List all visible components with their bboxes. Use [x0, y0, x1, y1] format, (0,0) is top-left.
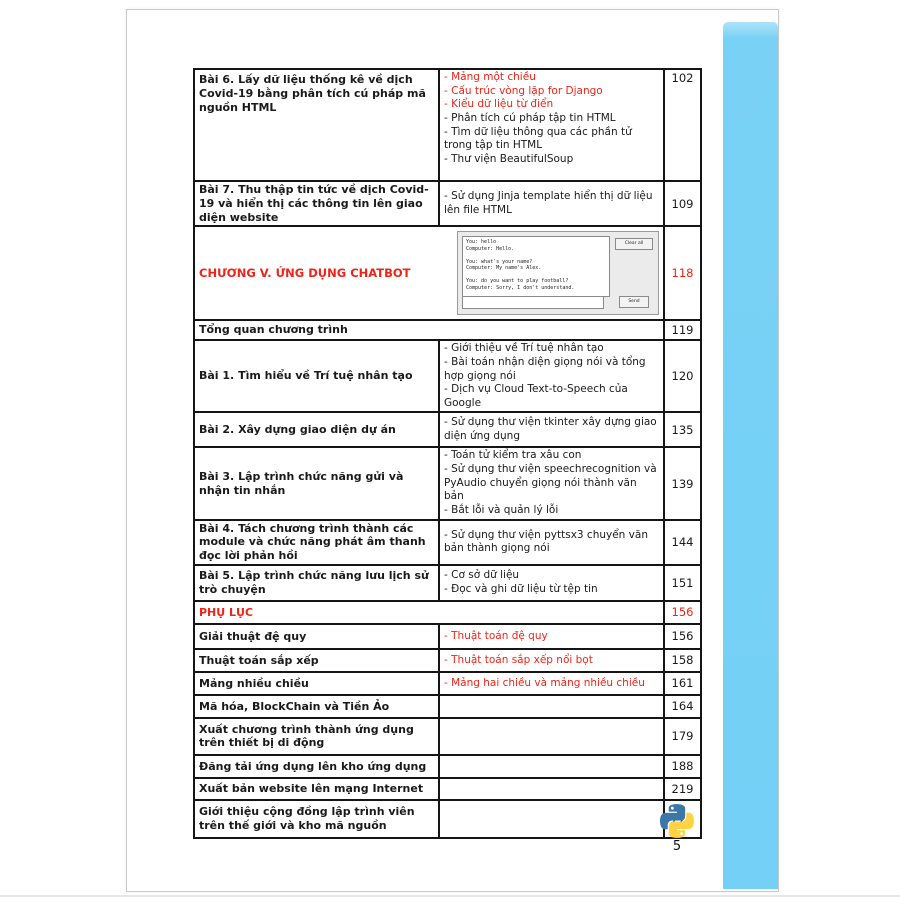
row-title: Xuất chương trình thành ứng dụng trên thiết bị di động — [194, 718, 439, 755]
row-title: Bài 1. Tìm hiểu về Trí tuệ nhân tạo — [194, 340, 439, 412]
row-details — [439, 718, 664, 755]
table-row — [194, 226, 701, 320]
row-page-number: 139 — [664, 447, 701, 519]
row-page-number: 161 — [664, 672, 701, 695]
row-page-number: 102 — [664, 69, 701, 181]
clear-all-button: Clear all — [615, 238, 653, 250]
detail-line: - Thuật toán sắp xếp nổi bọt — [444, 653, 593, 666]
row-title: Bài 4. Tách chương trình thành các module và chức năng phát âm thanh đọc lời phản hồi — [194, 520, 439, 565]
table-row — [194, 447, 701, 519]
detail-line: - Sử dụng thư viện tkinter xây dựng giao diện ứng dụng — [444, 416, 657, 442]
chat-log-line: Computer: My name's Alex. — [466, 265, 542, 272]
send-button: Send — [619, 296, 649, 308]
detail-line: - Sử dụng thư viện pyttsx3 chuyển văn bản thành giọng nói — [444, 528, 648, 555]
table-row — [194, 340, 701, 412]
detail-line: - Giới thiệu về Trí tuệ nhân tạo — [444, 342, 604, 355]
row-details — [439, 447, 664, 519]
detail-line: - Toán tử kiểm tra xâu con — [444, 449, 582, 462]
table-row — [194, 778, 701, 800]
table-row — [194, 695, 701, 718]
row-title: Bài 7. Thu thập tin tức về dịch Covid-19 và hiển thị các thông tin lên giao diện website — [194, 181, 439, 226]
scan-bottom-edge — [0, 895, 900, 897]
row-details — [439, 778, 664, 800]
detail-line: - Mảng một chiều — [444, 71, 536, 83]
detail-line: - Thư viện BeautifulSoup — [444, 152, 574, 165]
blue-side-stripe — [723, 22, 778, 889]
table-row — [194, 412, 701, 447]
detail-line: - Cấu trúc vòng lặp for Django — [444, 84, 603, 97]
row-title: Bài 3. Lập trình chức năng gửi và nhận tin nhắn — [194, 447, 439, 519]
row-page-number: 135 — [664, 412, 701, 447]
table-row — [194, 601, 701, 624]
detail-line: - Tìm dữ liệu thông qua các phần tử trong tập tin HTML — [444, 125, 632, 152]
table-row — [194, 69, 701, 181]
chapter-title: CHƯƠNG V. ỨNG DỤNG CHATBOT — [199, 266, 411, 281]
detail-line: - Sử dụng Jinja template hiển thị dữ liệu lên file HTML — [444, 189, 653, 216]
row-details — [439, 800, 664, 838]
row-page-number: 119 — [664, 320, 701, 340]
chat-log-line: Computer: Sorry, I don't understand. — [466, 284, 575, 291]
chat-log — [462, 236, 610, 297]
row-title: Bài 6. Lấy dữ liệu thống kê về dịch Covid-19 bằng phân tích cú pháp mã nguồn HTML — [194, 69, 439, 181]
page-number: 5 — [672, 839, 682, 854]
chapter-content — [199, 231, 659, 315]
row-title: PHỤ LỤC — [194, 601, 664, 624]
chat-log-line: You: hello — [466, 239, 497, 246]
table-row — [194, 649, 701, 672]
row-title: Tổng quan chương trình — [194, 320, 664, 340]
detail-line: - Bài toán nhận diện giọng nói và tổng hợp giọng nói — [444, 355, 646, 382]
detail-line: - Dịch vụ Cloud Text-to-Speech của Google — [444, 383, 628, 409]
table-row — [194, 718, 701, 755]
row-title: Mã hóa, BlockChain và Tiền Ảo — [194, 695, 439, 718]
row-page-number: 219 — [664, 778, 701, 800]
row-page-number: 120 — [664, 340, 701, 412]
row-details — [439, 412, 664, 447]
row-details — [439, 340, 664, 412]
row-page-number: 109 — [664, 181, 701, 226]
row-details — [439, 695, 664, 718]
row-title: Giải thuật đệ quy — [194, 624, 439, 649]
python-logo-icon — [660, 804, 694, 838]
row-details — [439, 649, 664, 672]
chat-log-line: Computer: Hello. — [466, 245, 515, 252]
table-row — [194, 520, 701, 565]
chat-log-line: You: what's your name? — [466, 258, 533, 265]
toc-table — [193, 68, 702, 839]
row-page-number: 156 — [664, 601, 701, 624]
row-details — [439, 624, 664, 649]
row-title: Bài 5. Lập trình chức năng lưu lịch sử trò chuyện — [194, 565, 439, 601]
row-page-number: 118 — [664, 226, 701, 320]
row-page-number: 158 — [664, 649, 701, 672]
table-row — [194, 181, 701, 226]
table-row — [194, 624, 701, 649]
row-page-number: 151 — [664, 565, 701, 601]
row-details — [439, 755, 664, 778]
row-details — [439, 672, 664, 695]
row-page-number: 164 — [664, 695, 701, 718]
chat-input — [462, 296, 604, 309]
detail-line: - Sử dụng thư viện speechrecognition và PyAudio chuyển giọng nói thành văn bản — [444, 463, 657, 503]
chatbot-screenshot — [457, 231, 659, 315]
page-footer — [656, 804, 698, 854]
row-details — [439, 565, 664, 601]
chapter-cell — [194, 226, 664, 320]
row-details — [439, 520, 664, 565]
row-page-number: 144 — [664, 520, 701, 565]
row-title: Đăng tải ứng dụng lên kho ứng dụng — [194, 755, 439, 778]
row-details — [439, 181, 664, 226]
row-page-number: 179 — [664, 718, 701, 755]
chat-log-line: You: do you want to play football? — [466, 278, 569, 285]
table-row — [194, 755, 701, 778]
row-details — [439, 69, 664, 181]
detail-line: - Phân tích cú pháp tập tin HTML — [444, 111, 616, 124]
detail-line: - Kiểu dữ liệu từ điển — [444, 98, 554, 111]
row-page-number: 188 — [664, 755, 701, 778]
table-row — [194, 672, 701, 695]
row-title: Bài 2. Xây dựng giao diện dự án — [194, 412, 439, 447]
row-title: Xuất bản website lên mạng Internet — [194, 778, 439, 800]
book-page — [126, 9, 779, 892]
detail-line: - Đọc và ghi dữ liệu từ tệp tin — [444, 582, 598, 595]
row-page-number: 156 — [664, 624, 701, 649]
detail-line: - Mảng hai chiều và mảng nhiều chiều — [444, 676, 645, 689]
detail-line: - Bắt lỗi và quản lý lỗi — [444, 504, 559, 517]
table-row — [194, 320, 701, 340]
row-title: Mảng nhiều chiều — [194, 672, 439, 695]
row-title: Giới thiệu cộng đồng lập trình viên trên thế giới và kho mã nguồn — [194, 800, 439, 838]
detail-line: - Thuật toán đệ quy — [444, 629, 548, 642]
detail-line: - Cơ sở dữ liệu — [444, 569, 520, 582]
table-row — [194, 800, 701, 838]
row-title: Thuật toán sắp xếp — [194, 649, 439, 672]
table-row — [194, 565, 701, 601]
